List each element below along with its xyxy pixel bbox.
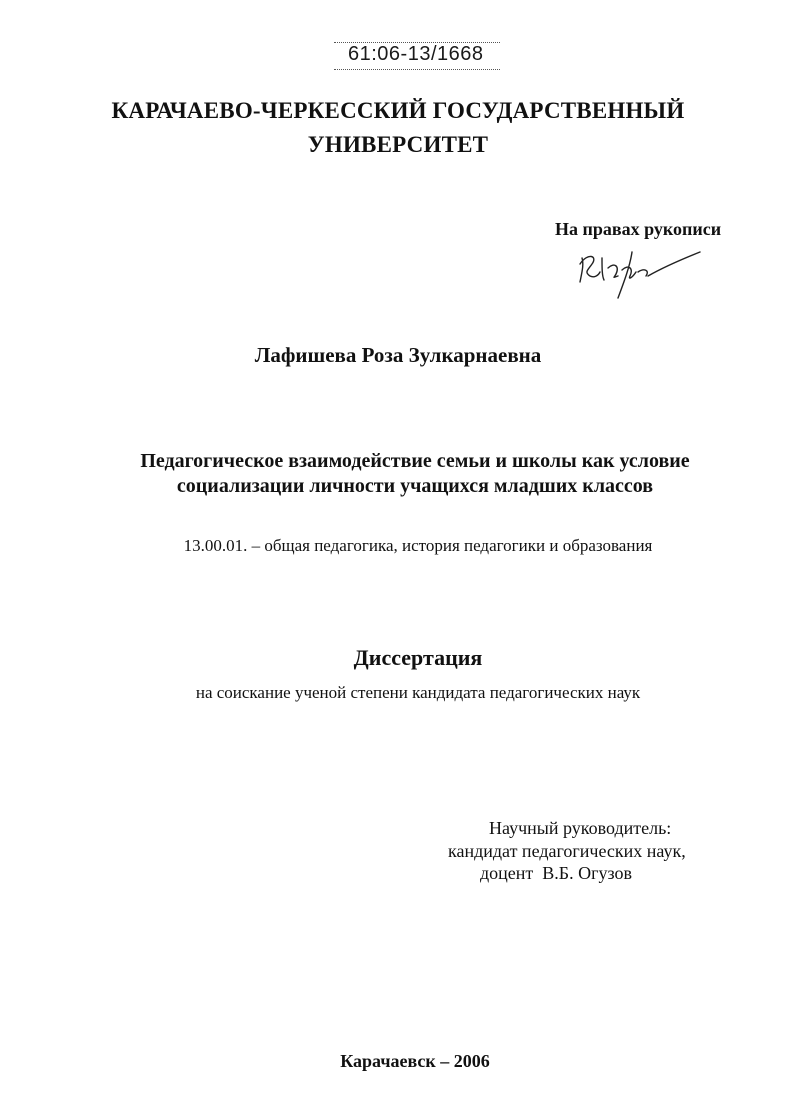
thesis-title-line1: Педагогическое взаимодействие семьи и школы как условие [140, 450, 690, 472]
author-name: Лафишева Роза Зулкарнаевна [254, 343, 542, 367]
manuscript-rights-label: На правах рукописи [555, 219, 722, 239]
supervisor-degree: кандидат педагогических наук, [448, 841, 686, 861]
supervisor-label: Научный руководитель: [489, 818, 672, 838]
specialty-code: 13.00.01. – общая педагогика, история педагогики и образования [183, 536, 653, 555]
thesis-title-line2: социализации личности учащихся младших классов [176, 475, 654, 497]
supervisor-name: доцент В.Б. Огузов [480, 863, 633, 883]
university-name-line2: УНИВЕРСИТЕТ [307, 132, 489, 157]
degree-statement: на соискание ученой степени кандидата педагогических наук [195, 683, 641, 702]
handwritten-signature [572, 242, 702, 300]
catalog-number-stamp: 61:06-13/1668 [348, 43, 484, 65]
document-type: Диссертация [353, 645, 483, 670]
place-and-year: Карачаевск – 2006 [340, 1051, 490, 1071]
university-name-line1: КАРАЧАЕВО-ЧЕРКЕССКИЙ ГОСУДАРСТВЕННЫЙ [111, 98, 685, 123]
